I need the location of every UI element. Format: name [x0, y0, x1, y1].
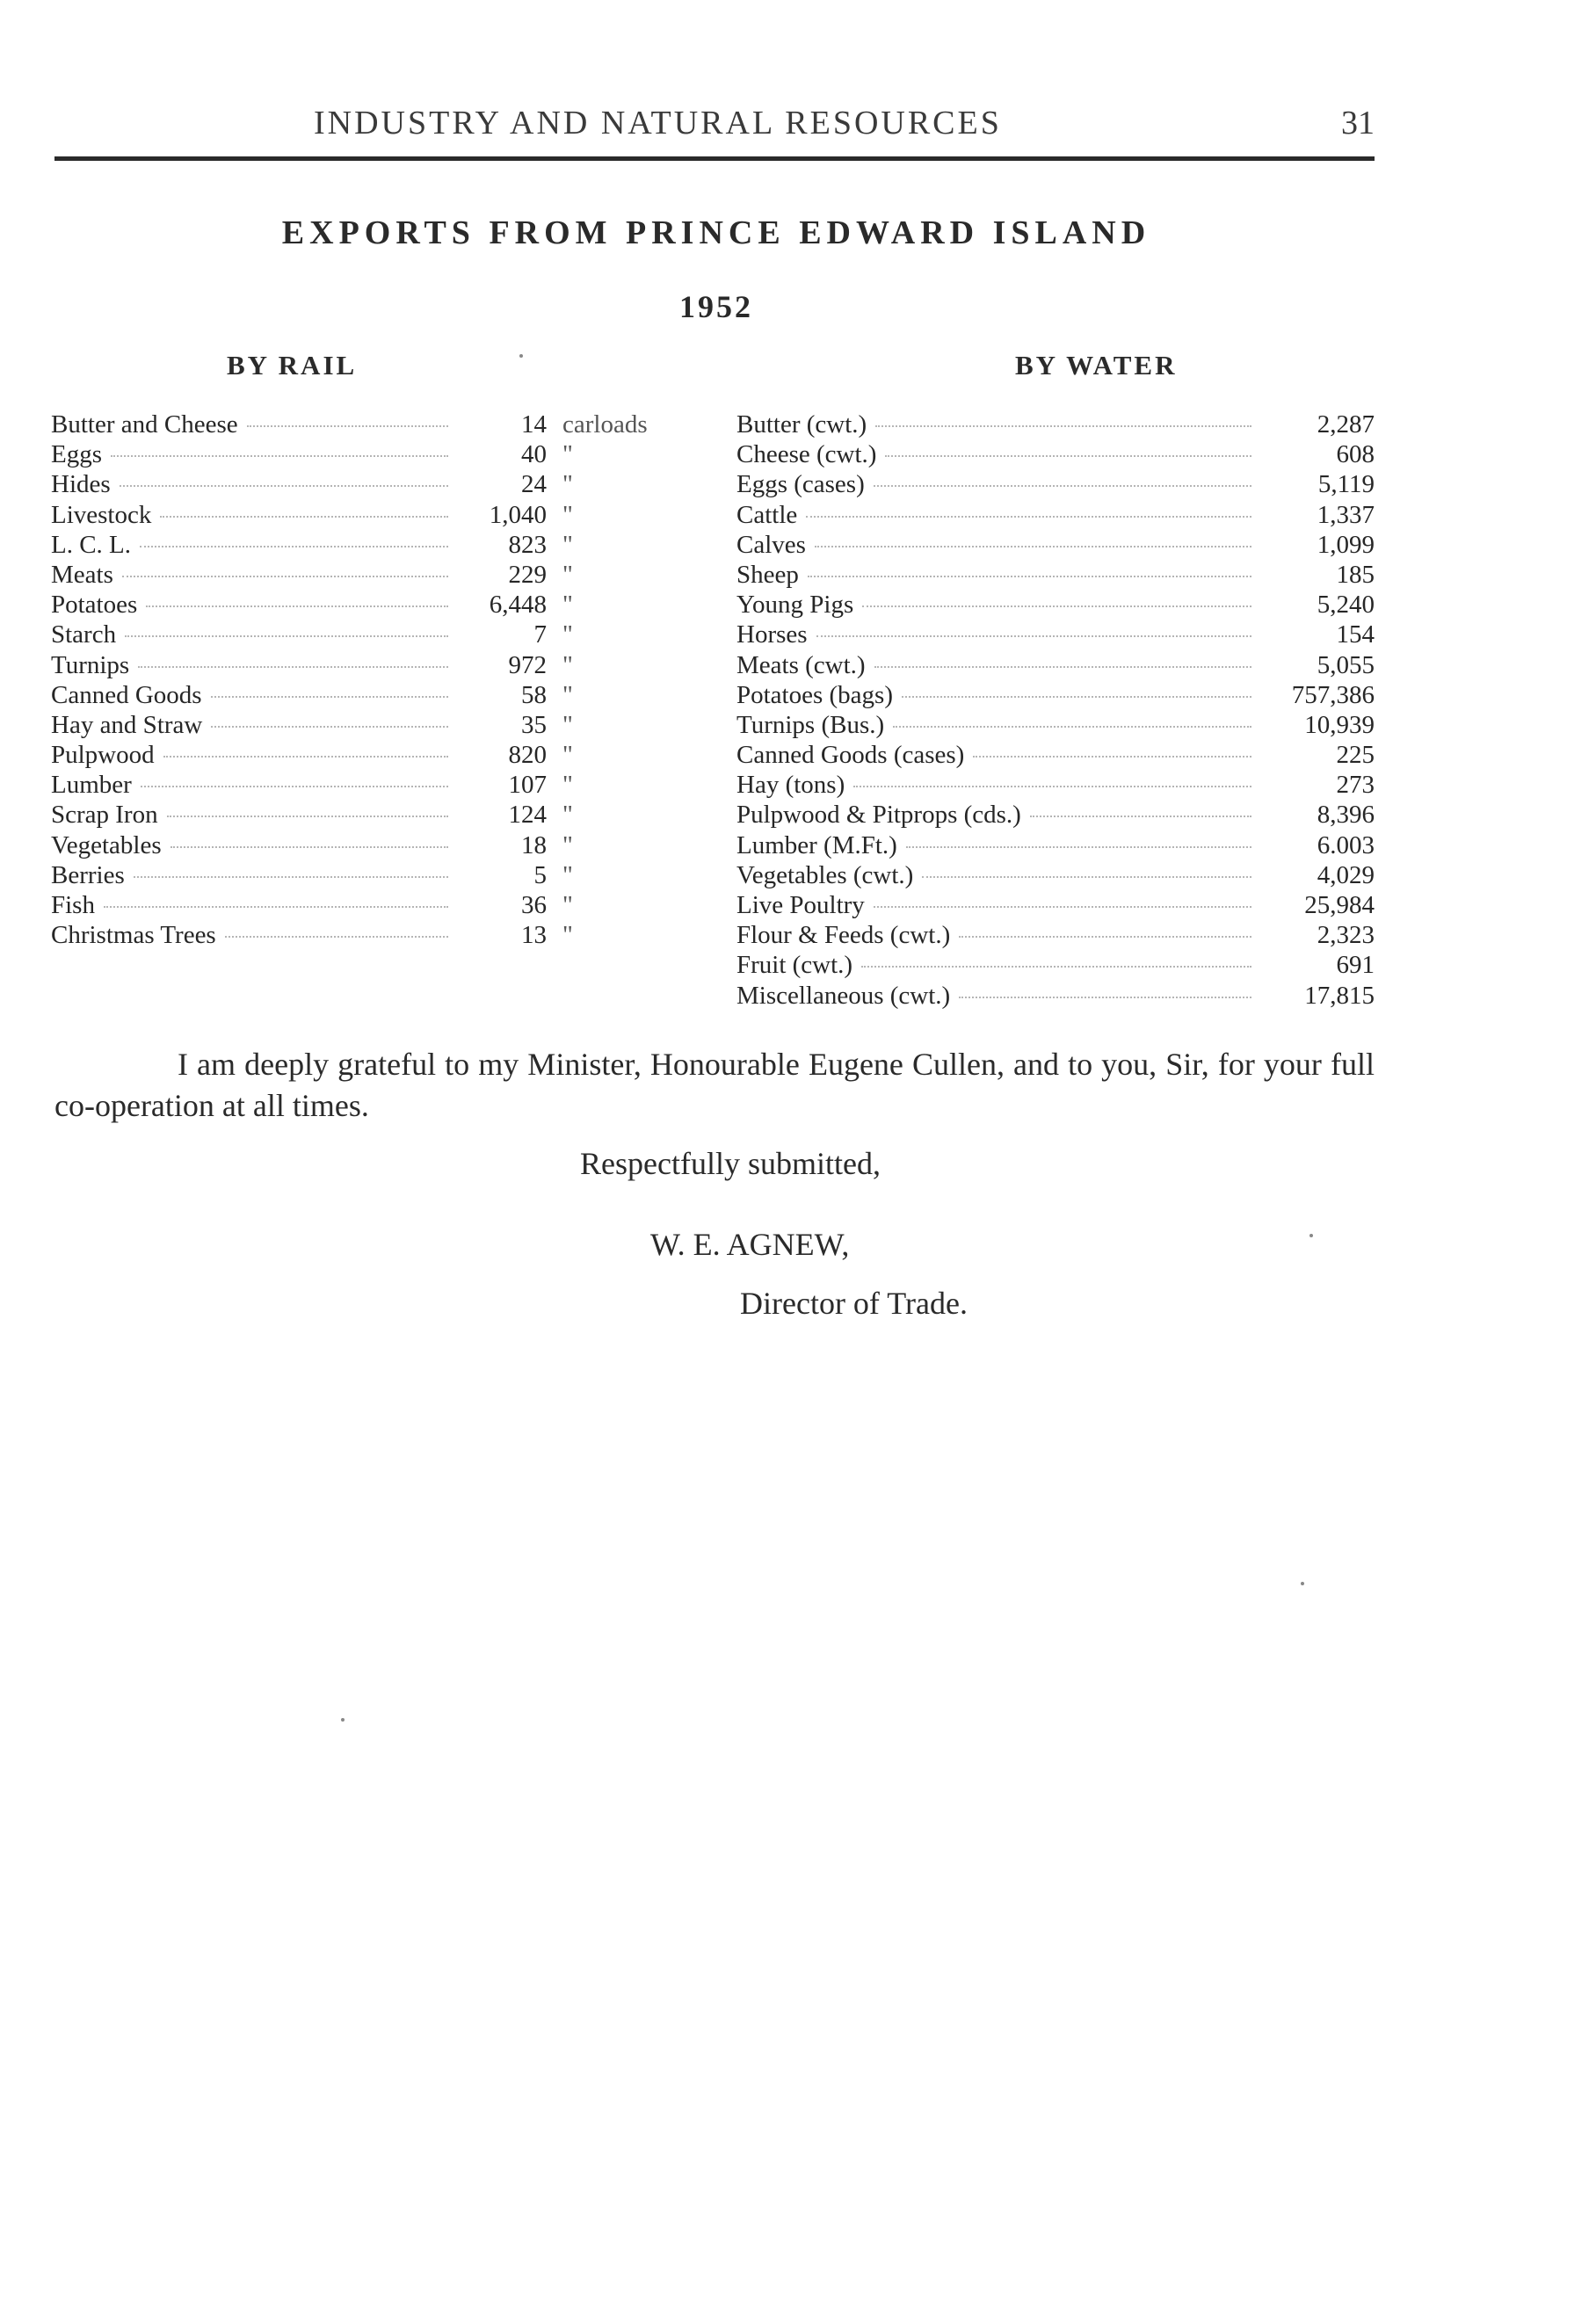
rail-unit: " — [562, 650, 573, 679]
water-row — [736, 620, 1375, 649]
water-quantity: 757,386 — [1291, 680, 1375, 709]
water-row — [736, 800, 1375, 830]
water-row — [736, 981, 1375, 1011]
dot-leader — [862, 605, 1251, 607]
rail-row — [51, 620, 686, 649]
water-item: Butter (cwt.) — [736, 410, 867, 439]
rail-unit: " — [562, 591, 573, 620]
print-speck — [519, 354, 523, 358]
document-title: EXPORTS FROM PRINCE EDWARD ISLAND — [281, 214, 1151, 251]
dot-leader — [808, 576, 1251, 577]
print-speck — [341, 1718, 345, 1722]
document-year: 1952 — [679, 289, 753, 324]
water-row — [736, 650, 1375, 680]
rail-item: Berries — [51, 860, 125, 889]
water-quantity: 5,055 — [1317, 650, 1375, 679]
rail-item: Potatoes — [51, 591, 138, 620]
dot-leader — [874, 906, 1251, 908]
rail-unit: " — [562, 801, 573, 830]
dot-leader — [160, 516, 448, 518]
water-item: Pulpwood & Pitprops (cds.) — [736, 801, 1021, 830]
water-row — [736, 530, 1375, 560]
water-quantity: 691 — [1336, 951, 1375, 980]
water-item: Canned Goods (cases) — [736, 741, 965, 770]
water-row — [736, 710, 1375, 740]
dot-leader — [138, 666, 448, 668]
closing-paragraph — [54, 1044, 1375, 1127]
dot-leader — [120, 485, 448, 487]
rail-unit: " — [562, 891, 573, 919]
rail-quantity: 972 — [508, 650, 547, 679]
rail-quantity: 13 — [521, 921, 547, 950]
rail-quantity: 36 — [521, 891, 547, 919]
water-quantity: 273 — [1336, 771, 1375, 800]
rail-item: Meats — [51, 560, 113, 589]
water-row — [736, 830, 1375, 860]
dot-leader — [111, 455, 448, 457]
dot-leader — [211, 726, 448, 728]
by-water-heading: BY WATER — [1015, 350, 1178, 381]
water-quantity: 5,240 — [1317, 591, 1375, 620]
water-row — [736, 469, 1375, 499]
by-rail-heading: BY RAIL — [227, 350, 358, 381]
rail-unit: " — [562, 530, 573, 559]
water-quantity: 154 — [1336, 620, 1375, 649]
water-item: Hay (tons) — [736, 771, 845, 800]
water-item: Meats (cwt.) — [736, 650, 866, 679]
rail-unit: " — [562, 771, 573, 800]
water-row — [736, 500, 1375, 530]
water-item: Potatoes (bags) — [736, 680, 893, 709]
rail-row — [51, 740, 686, 770]
header-rule — [54, 156, 1375, 161]
water-item: Miscellaneous (cwt.) — [736, 981, 951, 1010]
dot-leader — [104, 906, 448, 908]
water-item: Flour & Feeds (cwt.) — [736, 921, 951, 950]
rail-row — [51, 500, 686, 530]
dot-leader — [140, 546, 448, 547]
dot-leader — [853, 786, 1251, 787]
page-number: 31 — [1341, 105, 1375, 141]
rail-row — [51, 469, 686, 499]
rail-quantity: 24 — [521, 470, 547, 499]
rail-item: Starch — [51, 620, 117, 649]
rail-unit: " — [562, 741, 573, 770]
rail-quantity: 124 — [508, 801, 547, 830]
rail-item: Vegetables — [51, 830, 162, 859]
water-quantity: 25,984 — [1304, 891, 1375, 919]
water-quantity: 1,337 — [1317, 500, 1375, 529]
valediction: Respectfully submitted, — [580, 1146, 881, 1181]
rail-quantity: 35 — [521, 710, 547, 739]
signatory-name: W. E. AGNEW, — [650, 1227, 850, 1262]
rail-item: Canned Goods — [51, 680, 202, 709]
dot-leader — [893, 726, 1251, 728]
rail-item: Lumber — [51, 771, 132, 800]
dot-leader — [163, 756, 448, 758]
rail-unit: " — [562, 710, 573, 739]
rail-quantity: 1,040 — [489, 500, 547, 529]
rail-row — [51, 890, 686, 920]
rail-item: Christmas Trees — [51, 921, 216, 950]
by-water-table — [736, 410, 1375, 1011]
dot-leader — [146, 605, 448, 607]
rail-unit: " — [562, 680, 573, 709]
water-row — [736, 560, 1375, 590]
water-quantity: 2,287 — [1317, 410, 1375, 439]
print-speck — [1301, 1582, 1304, 1585]
water-row — [736, 590, 1375, 620]
water-item: Live Poultry — [736, 891, 865, 919]
water-quantity: 4,029 — [1317, 860, 1375, 889]
running-header — [54, 104, 1375, 148]
rail-item: Butter and Cheese — [51, 410, 238, 439]
dot-leader — [959, 997, 1251, 998]
rail-quantity: 6,448 — [489, 591, 547, 620]
water-quantity: 17,815 — [1304, 981, 1375, 1010]
water-row — [736, 680, 1375, 710]
water-item: Lumber (M.Ft.) — [736, 830, 897, 859]
rail-row — [51, 590, 686, 620]
rail-row — [51, 410, 686, 439]
water-quantity: 1,099 — [1317, 530, 1375, 559]
rail-item: Hay and Straw — [51, 710, 203, 739]
water-quantity: 8,396 — [1317, 801, 1375, 830]
dot-leader — [816, 635, 1251, 637]
water-item: Cheese (cwt.) — [736, 440, 877, 469]
dot-leader — [170, 846, 448, 848]
rail-unit: " — [562, 500, 573, 529]
dot-leader — [225, 936, 448, 938]
water-item: Calves — [736, 530, 806, 559]
rail-row — [51, 770, 686, 800]
rail-quantity: 820 — [508, 741, 547, 770]
water-item: Fruit (cwt.) — [736, 951, 853, 980]
dot-leader — [815, 546, 1251, 547]
water-row — [736, 950, 1375, 980]
rail-item: Livestock — [51, 500, 152, 529]
water-item: Horses — [736, 620, 808, 649]
water-item: Sheep — [736, 560, 799, 589]
rail-item: Pulpwood — [51, 741, 155, 770]
water-item: Vegetables (cwt.) — [736, 860, 914, 889]
water-item: Cattle — [736, 500, 798, 529]
rail-quantity: 823 — [508, 530, 547, 559]
rail-quantity: 5 — [533, 860, 547, 889]
water-row — [736, 439, 1375, 469]
dot-leader — [922, 876, 1251, 878]
water-item: Young Pigs — [736, 591, 854, 620]
rail-row — [51, 860, 686, 890]
rail-item: Scrap Iron — [51, 801, 158, 830]
water-item: Eggs (cases) — [736, 470, 865, 499]
dot-leader — [973, 756, 1251, 758]
dot-leader — [906, 846, 1251, 848]
rail-unit: " — [562, 560, 573, 589]
rail-item: Fish — [51, 891, 95, 919]
dot-leader — [141, 786, 448, 787]
signatory-position: Director of Trade. — [740, 1286, 968, 1321]
rail-item: L. C. L. — [51, 530, 132, 559]
rail-item: Turnips — [51, 650, 130, 679]
rail-unit: " — [562, 860, 573, 889]
water-row — [736, 410, 1375, 439]
rail-quantity: 107 — [508, 771, 547, 800]
rail-quantity: 229 — [508, 560, 547, 589]
rail-unit: " — [562, 440, 573, 469]
dot-leader — [806, 516, 1251, 518]
by-rail-table — [51, 410, 686, 950]
rail-row — [51, 680, 686, 710]
dot-leader — [959, 936, 1251, 938]
rail-unit: " — [562, 470, 573, 499]
water-quantity: 608 — [1336, 440, 1375, 469]
dot-leader — [902, 696, 1251, 698]
closing-text: I am deeply grateful to my Minister, Honourable Eugene Cullen, and to you, Sir, for your full co-operation at all times. — [54, 1047, 1375, 1123]
rail-row — [51, 650, 686, 680]
rail-quantity: 18 — [521, 830, 547, 859]
dot-leader — [861, 966, 1251, 968]
rail-unit: " — [562, 620, 573, 649]
rail-unit: " — [562, 830, 573, 859]
dot-leader — [122, 576, 448, 577]
dot-leader — [134, 876, 448, 878]
water-row — [736, 890, 1375, 920]
water-quantity: 6.003 — [1317, 830, 1375, 859]
water-quantity: 225 — [1336, 741, 1375, 770]
water-quantity: 2,323 — [1317, 921, 1375, 950]
dot-leader — [247, 425, 448, 427]
rail-item: Hides — [51, 470, 111, 499]
water-quantity: 10,939 — [1304, 710, 1375, 739]
dot-leader — [874, 666, 1251, 668]
rail-quantity: 7 — [533, 620, 547, 649]
rail-quantity: 58 — [521, 680, 547, 709]
rail-quantity: 14 — [521, 410, 547, 439]
dot-leader — [167, 816, 448, 817]
dot-leader — [874, 485, 1251, 487]
rail-row — [51, 830, 686, 860]
rail-unit: carloads — [562, 410, 648, 439]
water-row — [736, 860, 1375, 890]
rail-row — [51, 530, 686, 560]
rail-unit: " — [562, 921, 573, 950]
water-row — [736, 920, 1375, 950]
water-row — [736, 740, 1375, 770]
rail-item: Eggs — [51, 440, 102, 469]
print-speck — [1309, 1234, 1313, 1237]
water-quantity: 185 — [1336, 560, 1375, 589]
water-item: Turnips (Bus.) — [736, 710, 885, 739]
rail-row — [51, 800, 686, 830]
dot-leader — [125, 635, 448, 637]
water-quantity: 5,119 — [1317, 470, 1375, 499]
water-row — [736, 770, 1375, 800]
dot-leader — [1030, 816, 1251, 817]
running-title: INDUSTRY AND NATURAL RESOURCES — [314, 105, 1002, 141]
dot-leader — [885, 455, 1251, 457]
dot-leader — [875, 425, 1251, 427]
rail-row — [51, 560, 686, 590]
rail-quantity: 40 — [521, 440, 547, 469]
dot-leader — [211, 696, 448, 698]
rail-row — [51, 710, 686, 740]
rail-row — [51, 439, 686, 469]
rail-row — [51, 920, 686, 950]
